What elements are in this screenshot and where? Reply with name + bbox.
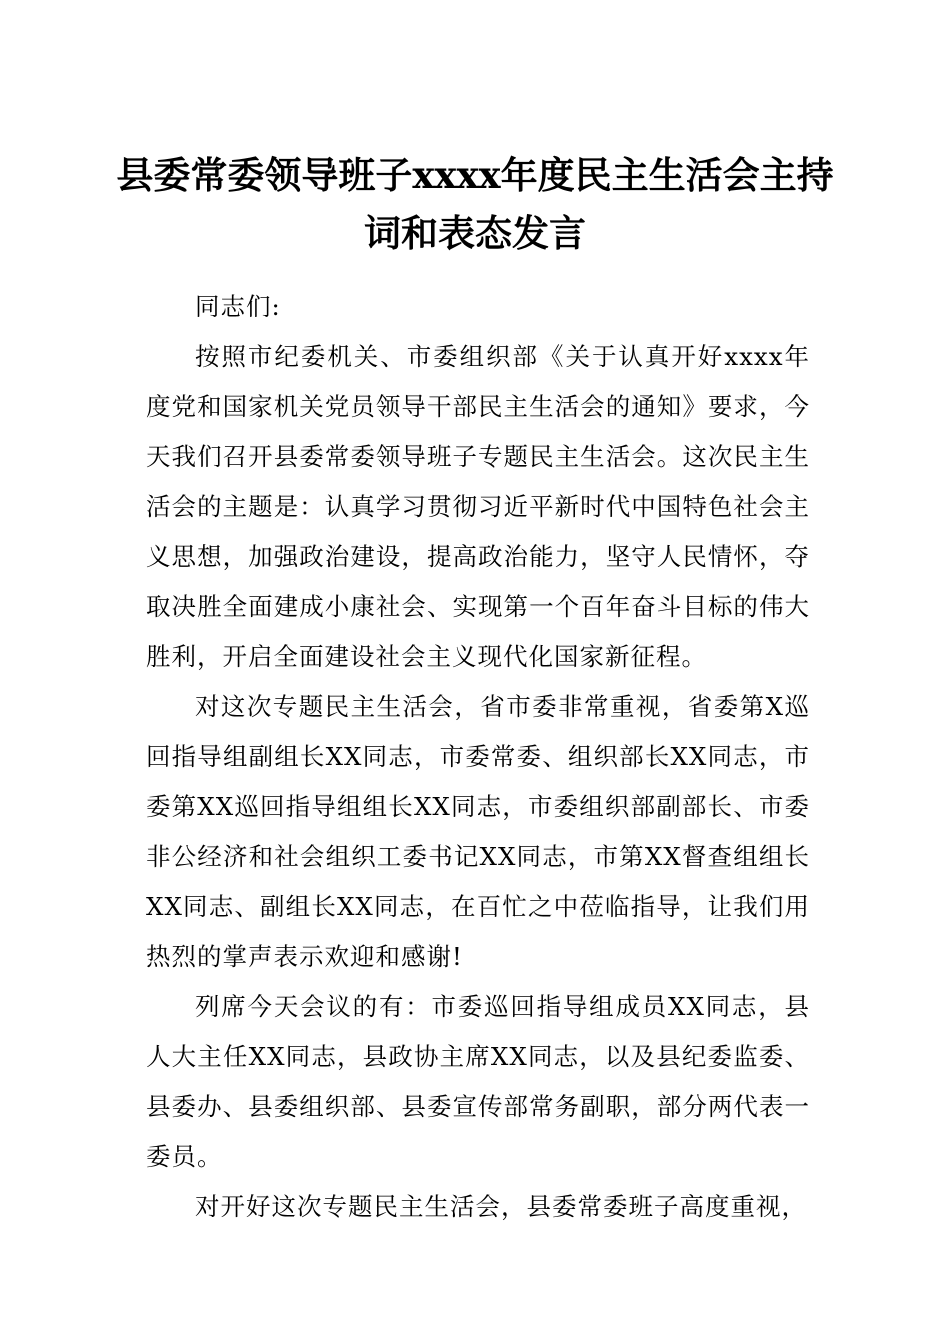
paragraph-attendees: 列席今天会议的有：市委巡回指导组成员XX同志，县人大主任XX同志，县政协主席XX同志，以及县纪委监委、县委办、县委组织部、县委宣传部常务副职，部分两代表一委员。 xyxy=(146,992,810,1171)
document-body xyxy=(146,282,810,1232)
paragraph-salutation: 同志们: xyxy=(195,292,281,321)
paragraph-meeting-purpose: 按照市纪委机关、市委组织部《关于认真开好xxxx年度党和国家机关党员领导干部民主生活会的通知》要求，今天我们召开县委常委领导班子专题民主生活会。这次民主生活会的主题是：认真学习贯彻习近平新时代中国特色社会主义思想，加强政治建设，提高政治能力，坚守人民情怀，夺取决胜全面建成小康社会、实现第一个百年奋斗目标的伟大胜利，开启全面建设社会主义现代化国家新征程。 xyxy=(146,342,810,671)
paragraph-preparation: 对开好这次专题民主生活会，县委常委班子高度重视， xyxy=(195,1192,807,1221)
paragraph-guests-welcome: 对这次专题民主生活会，省市委非常重视，省委第X巡回指导组副组长XX同志，市委常委、组织部长XX同志，市委第XX巡回指导组组长XX同志，市委组织部副部长、市委非公经济和社会组织工委书记XX同志，市第XX督查组组长XX同志、副组长XX同志，在百忙之中莅临指导，让我们用热烈的掌声表示欢迎和感谢! xyxy=(146,692,810,971)
document-title: 县委常委领导班子xxxx年度民主生活会主持词和表态发言 xyxy=(116,153,834,255)
